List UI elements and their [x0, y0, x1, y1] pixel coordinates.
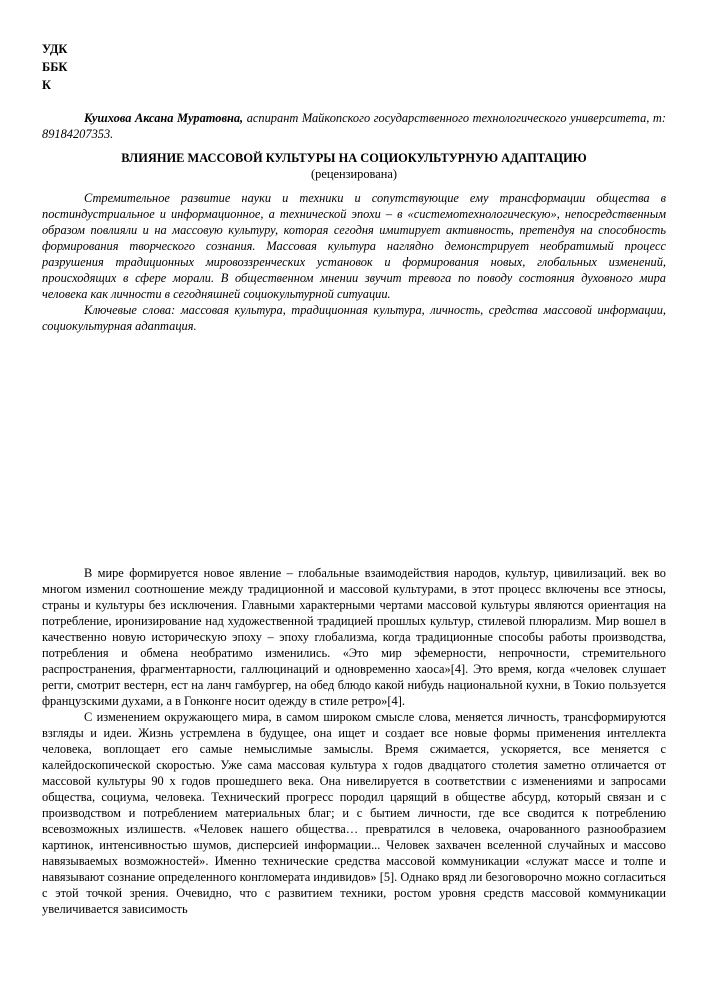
author-details: аспирант Майкопского государственного технологического университета, т: 89184207353.: [42, 111, 666, 141]
classification-codes: [42, 40, 666, 94]
article-title: ВЛИЯНИЕ МАССОВОЙ КУЛЬТУРЫ НА СОЦИОКУЛЬТУРНУЮ АДАПТАЦИЮ: [121, 151, 587, 165]
body-paragraph-2: С изменением окружающего мира, в самом широком смысле слова, меняется личность, трансформируются взгляды и идеи. Жизнь устремлена в будущее, она ищет и создает все новые формы применения интеллекта человека, воплощает его самые немыслимые замыслы. Время сжимается, ускоряется, все меняется с калейдоскопической скоростью. Уже сама массовая культура х годов двадцатого столетия заметно отличается от массовой культуры 90 х годов прошедшего века. Она нивелируется в соответствии с изменениями и запросами общества, социума, человека. Технический прогресс породил царящий в обществе абсурд, который связан и с производством и потреблением материальных благ; и с бытием личности, где все сводится к потреблению всевозможных излишеств. «Человек нашего общества… превратился в человека, очарованного разнообразием картинок, интенсивностью шумов, дисперсией информации... Человек захвачен вселенной случайных и массово навязываемых возможностей». Именно технические средства массовой коммуникации «служат массе и толпе и навязывают сознание определенного конгломерата индивидов» [5]. Однако вряд ли безоговорочно можно согласиться с этой точкой зрения. Очевидно, что с развитием техники, ростом уровня средств массовой коммуникации увеличивается зависимость: [42, 710, 666, 916]
review-status: (рецензирована): [311, 167, 397, 181]
bbk-code: ББК: [42, 60, 68, 74]
udk-code: УДК: [42, 42, 68, 56]
k-code: К: [42, 78, 51, 92]
keywords: Ключевые слова: массовая культура, традиционная культура, личность, средства массовой информации, социокультурная адаптация.: [42, 303, 666, 333]
article-front-matter: [42, 40, 666, 334]
body-paragraph-1: В мире формируется новое явление – глобальные взаимодействия народов, культур, цивилизаций. век во многом изменил соотношение между традиционной и массовой культурами, в этот процесс включены все этносы, страны и культуры без исключения. Главными характерными чертами массовой культуры являются ориентация на потребление, иронизирование над художественной традицией прошлых культур, стилевой плюрализм. Мир вошел в качественно новую историческую эпоху – эпоху глобализма, когда традиционные способы работы производства, потребления и обмена необратимо изменились. «Это мир эфемерности, непрочности, стремительного распространения, фрагментарности, галлюцинаций и одновременно хаоса»[4]. Это время, когда «человек слушает регги, смотрит вестерн, ест на ланч гамбургер, на обед блюдо какой нибудь национальной кухни, в Токио пользуется французскими духами, а в Гонконге носит одежду в стиле ретро»[4].: [42, 566, 666, 708]
author-name: Кушхова Аксана Муратовна,: [84, 111, 244, 125]
author-line: [42, 110, 666, 142]
article-body: [42, 565, 666, 917]
abstract: Стремительное развитие науки и техники и сопутствующие ему трансформации общества в постиндустриальное и информационное, а технической эпохи – в «системотехнологическую», непосредственным образом повлияли и на массовую культуру, которая сегодня имитирует активность, претендуя на способность формирования творческого сознания. Массовая культура наглядно демонстрирует необратимый процесс разрушения традиционных мировоззренческих установок и формирования новых, глобальных изменений, происходящих в сфере морали. В общественном мнении звучит тревога по поводу состояния духовного мира человека как личности в сегодняшней социокультурной ситуации.: [42, 191, 666, 301]
